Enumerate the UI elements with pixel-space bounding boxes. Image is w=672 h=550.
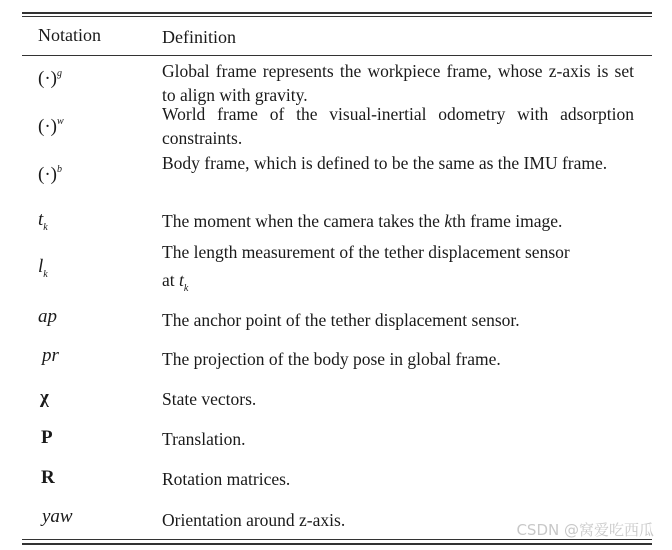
definition-text: The anchor point of the tether displacement sensor. [162, 310, 520, 330]
header-rule [22, 55, 652, 56]
header-notation: Notation [38, 25, 101, 45]
table-row [22, 345, 652, 381]
notation-symbol: $l_k$ [38, 256, 48, 280]
table-header [22, 25, 652, 49]
notation-symbol: $t_k$ [38, 209, 48, 233]
notation-symbol: χ [40, 387, 49, 408]
definition-text: World frame of the visual-inertial odometry with adsorption constraints. [162, 104, 634, 148]
notation-symbol: P [41, 427, 53, 448]
definition-text: State vectors. [162, 389, 257, 409]
definition-text: The projection of the body pose in global frame. [162, 349, 501, 369]
definition-text: Body frame, which is defined to be the same as the IMU frame. [162, 153, 608, 173]
watermark: CSDN @窝爱吃西瓜 [516, 521, 654, 539]
table-row [22, 106, 652, 154]
notation-symbol: $(\cdot)^b$ [38, 164, 62, 185]
table-row [22, 306, 652, 342]
table-row [22, 58, 652, 106]
notation-symbol: pr [42, 345, 59, 366]
table-row [22, 240, 652, 296]
definition-text: Rotation matrices. [162, 469, 291, 489]
notation-symbol: R [41, 467, 55, 488]
definition-text: Global frame represents the workpiece frame, whose z-axis is set to align with gravity. [162, 61, 634, 105]
table-row [22, 206, 652, 242]
notation-symbol: ap [38, 306, 57, 327]
table-row [22, 467, 652, 503]
definition-text: The length measurement of the tether displacement sensor at $t_k$ [162, 242, 570, 294]
notation-symbol: $(\cdot)^w$ [38, 116, 64, 137]
top-rule [22, 12, 652, 14]
bottom-rule [22, 543, 652, 545]
table-row [22, 387, 652, 423]
table-row [22, 427, 652, 463]
header-definition: Definition [162, 27, 236, 47]
table-row [22, 154, 652, 202]
definition-text: Translation. [162, 429, 246, 449]
definition-text: The moment when the camera takes the kth frame image. [162, 211, 563, 231]
definition-text: Orientation around z-axis. [162, 510, 346, 530]
notation-symbol: $(\cdot)^g$ [38, 68, 62, 89]
notation-symbol: yaw [42, 506, 73, 527]
top-rule-inner [22, 16, 652, 17]
